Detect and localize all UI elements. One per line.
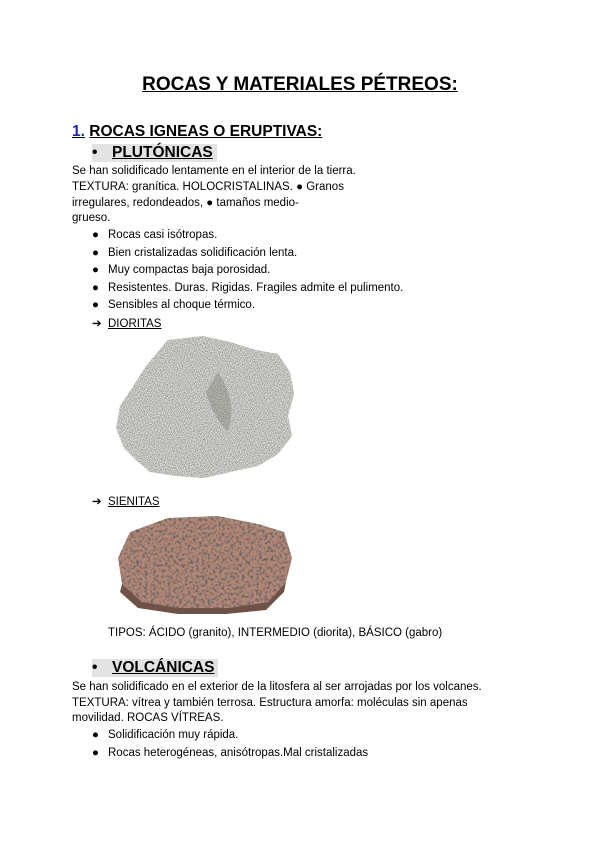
volcanicas-line-1: Se han solidificado en el exterior de la litosfera al ser arrojadas por los volcanes. xyxy=(72,681,482,693)
section-heading xyxy=(72,123,322,141)
bullet-icon: ● xyxy=(92,282,99,294)
section-number: 1. xyxy=(72,123,85,140)
bullet-icon: • xyxy=(92,659,98,676)
subheading-plutonicas-label: PLUTÓNICAS xyxy=(112,144,213,161)
bullet-icon: ● xyxy=(92,747,99,759)
list-item xyxy=(92,727,238,744)
bullet-icon: ● xyxy=(92,264,99,276)
list-item-text: Muy compactas baja porosidad. xyxy=(108,264,271,276)
list-item-text: Resistentes. Duras. Rigidas. Fragiles admite el pulimento. xyxy=(108,282,404,294)
bullet-icon: ● xyxy=(92,229,99,241)
plutonicas-line-2: TEXTURA: granítica. HOLOCRISTALINAS. ● Granos xyxy=(72,181,344,193)
rock-label-text: SIENITAS xyxy=(108,496,160,508)
section-title: ROCAS IGNEAS O ERUPTIVAS: xyxy=(89,123,323,140)
subheading-volcanicas-label: VOLCÁNICAS xyxy=(112,659,215,676)
sienita-rock-image xyxy=(108,510,300,616)
list-item-text: Rocas casi isótropas. xyxy=(108,229,218,241)
volcanicas-line-3: movilidad. ROCAS VÍTREAS. xyxy=(72,712,224,724)
rock-label-sienitas xyxy=(92,494,160,508)
diorita-rock-image xyxy=(108,332,300,482)
bullet-icon: ● xyxy=(92,299,99,311)
arrow-right-icon: ➔ xyxy=(92,496,102,508)
subheading-volcanicas xyxy=(92,659,218,677)
list-item-text: Sensibles al choque térmico. xyxy=(108,299,256,311)
plutonicas-line-1: Se han solidificado lentamente en el interior de la tierra. xyxy=(72,165,356,177)
list-item xyxy=(92,745,368,762)
subheading-plutonicas xyxy=(92,144,217,162)
list-item xyxy=(92,227,217,244)
tipos-line: TIPOS: ÁCIDO (granito), INTERMEDIO (diorita), BÁSICO (gabro) xyxy=(108,627,443,639)
bullet-icon: • xyxy=(92,144,98,161)
list-item xyxy=(92,297,255,314)
list-item-text: Bien cristalizadas solidificación lenta. xyxy=(108,247,298,259)
rock-label-dioritas xyxy=(92,316,161,330)
list-item xyxy=(92,262,270,279)
plutonicas-line-4: grueso. xyxy=(72,212,111,224)
bullet-icon: ● xyxy=(92,247,99,259)
rock-label-text: DIORITAS xyxy=(108,318,162,330)
page-title: ROCAS Y MATERIALES PÉTREOS: xyxy=(142,74,458,95)
plutonicas-line-3: irregulares, redondeados, ● tamaños medio- xyxy=(72,197,299,209)
volcanicas-line-2: TEXTURA: vítrea y también terrosa. Estructura amorfa: moléculas sin apenas xyxy=(72,697,468,709)
list-item-text: Solidificación muy rápida. xyxy=(108,729,239,741)
list-item-text: Rocas heterogéneas, anisótropas.Mal cristalizadas xyxy=(108,747,369,759)
arrow-right-icon: ➔ xyxy=(92,318,102,330)
bullet-icon: ● xyxy=(92,729,99,741)
list-item xyxy=(92,245,297,262)
list-item xyxy=(92,280,403,297)
